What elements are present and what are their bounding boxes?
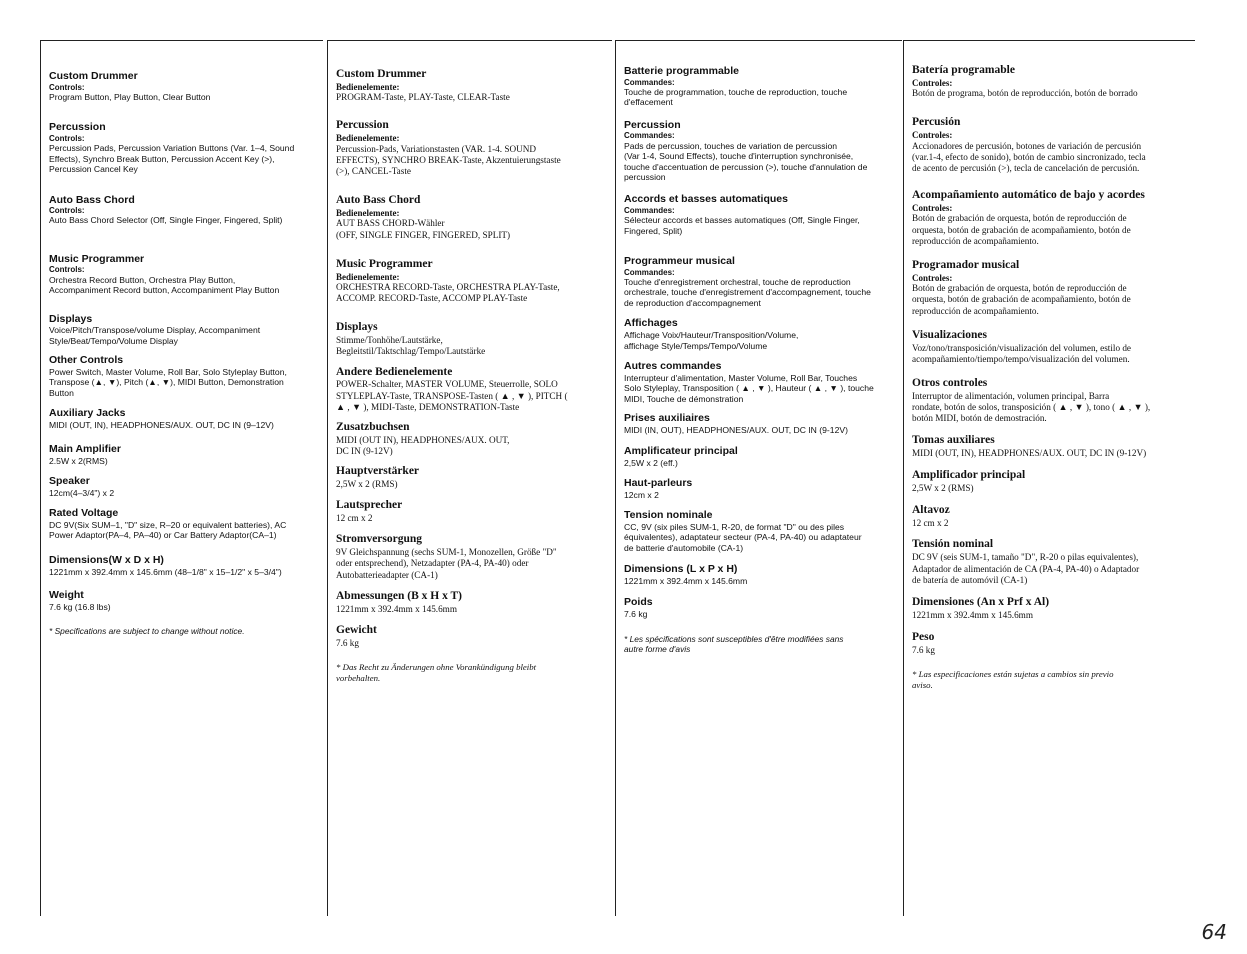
section-text: Program Button, Play Button, Clear Button [49,91,211,102]
spec-section [49,475,319,498]
section-text: Percussion-Pads, Variationstasten (VAR. 1-4. SOUND EFFECTS), SYNCHRO BREAK-Taste, Akzentuierungstaste (>), CANCEL-Taste [336,143,561,176]
section-text: 7.6 kg [624,609,648,620]
specifications-footnote: * Specifications are subject to change without notice. [49,626,245,637]
section-text: AUT BASS CHORD-Wähler (OFF, SINGLE FINGER, FINGERED, SPLIT) [336,218,511,240]
spec-section [336,465,608,490]
section-text: Percussion Pads, Percussion Variation Buttons (Var. 1–4, Sound Effects), Synchro Break Button, Percussion Accent Key (>), Percussion Cancel Key [49,143,295,175]
spec-column-spanish [903,40,1195,916]
section-text: Pads de percussion, touches de variation de percussion (Var 1-4, Sound Effects), touche d'interruption synchronisée, touche d'accentuation de percussion (>), touche d'annulation de percussion [624,140,868,182]
spec-section [624,119,898,183]
section-subheading: Controles: [912,77,953,88]
spec-section [336,421,608,457]
specifications-footnote: * Las especificaciones están sujetas a cambios sin previo aviso. [912,668,1114,690]
section-text: Accionadores de percusión, botones de variación de percusión (var.1-4, efecto de sonido), botón de cambio sincronizado, tecla de acento de percusión (>), tecla de cancelación de percusión. [912,140,1146,173]
spec-section [336,119,608,177]
section-text: Voz/tono/transposición/visualización del volumen, estilo de acompañamiento/tiempo/tempo/visualización del volumen. [912,342,1132,364]
spec-section [624,255,898,308]
section-text: 1221mm x 392.4mm x 145.6mm [624,575,748,586]
spec-column-german [327,40,612,916]
column-top-rule [903,40,1195,41]
section-heading: Batterie programmable [624,65,739,77]
section-heading: Programmeur musical [624,255,735,268]
section-text: ORCHESTRA RECORD-Taste, ORCHESTRA PLAY-Taste, ACCOMP. RECORD-Taste, ACCOMP PLAY-Taste [336,281,560,304]
specifications-footnote: * Das Recht zu Änderungen ohne Vorankündigung bleibt vorbehalten. [336,661,537,683]
section-subheading: Commandes: [624,267,675,277]
section-text: Auto Bass Chord Selector (Off, Single Finger, Fingered, Split) [49,215,283,226]
spec-section [336,499,608,524]
section-heading: Rated Voltage [49,507,119,520]
column-left-rule [40,40,41,916]
spec-section [912,189,1191,247]
section-heading: Peso [912,630,935,643]
section-text: 7.6 kg [912,644,935,655]
section-text: Botón de grabación de orquesta, botón de reproducción de orquesta, botón de grabación de acompañamiento, botón de reproducción de acompañamiento. [912,213,1131,246]
spec-section [912,116,1191,174]
column-content [624,65,898,655]
spec-section [912,469,1191,494]
section-heading: Percusión [912,116,961,129]
section-text: POWER-Schalter, MASTER VOLUME, Steuerrolle, SOLO STYLEPLAY-Taste, TRANSPOSE-Tasten ( ▲ , ▼ ), PITCH ( ▲ , ▼ ), MIDI-Taste, DEMONSTRATION-Taste [336,379,568,412]
section-heading: Custom Drummer [49,70,138,82]
section-heading: Tomas auxiliares [912,434,995,447]
section-heading: Dimensions (L x P x H) [624,563,738,576]
spec-section [912,377,1191,424]
section-subheading: Controls: [49,206,85,216]
spec-column-english [40,40,323,916]
section-text: 12 cm x 2 [336,513,373,524]
spec-section [624,193,898,236]
section-heading: Visualizaciones [912,328,987,341]
spec-section [912,504,1191,529]
section-heading: Poids [624,596,653,609]
section-text: 9V Gleichspannung (sechs SUM-1, Monozellen, Größe "D" oder entsprechend), Netzadapter (PA-4, PA-40) oder Autobatterieadapter (CA-1) [336,547,557,580]
column-content [912,64,1191,691]
section-text: Stimme/Tonhöhe/Lautstärke, Begleitstil/Taktschlag/Tempo/Lautstärke [336,335,486,357]
section-text: 12cm x 2 [624,489,659,500]
section-text: 2,5W x 2 (RMS) [336,479,398,490]
spec-section [912,329,1191,365]
spec-section [624,65,898,108]
specifications-footnote: * Les spécifications sont susceptibles d'être modifiées sans autre forme d'avis [624,633,844,654]
section-heading: Andere Bedienelemente [336,365,453,378]
section-subheading: Commandes: [624,206,675,216]
section-text: 1221mm x 392.4mm x 145.6mm [336,603,457,614]
section-subheading: Controles: [912,202,953,213]
section-text: MIDI (IN, OUT), HEADPHONES/AUX. OUT, DC IN (9-12V) [624,424,848,435]
section-text: Botón de programa, botón de reproducción, botón de borrado [912,88,1138,99]
section-heading: Other Controls [49,354,124,367]
spec-section [336,194,608,241]
section-text: 2,5W x 2 (eff.) [624,457,678,468]
section-heading: Amplificateur principal [624,445,738,458]
section-subheading: Commandes: [624,131,675,141]
section-heading: Affichages [624,317,678,330]
section-subheading: Controls: [49,82,85,92]
spec-section [912,64,1191,99]
spec-section [912,259,1191,317]
section-heading: Altavoz [912,504,950,517]
spec-section [336,258,608,305]
section-text: Orchestra Record Button, Orchestra Play Button, Accompaniment Record button, Accompaniment Play Button [49,274,280,296]
section-heading: Tension nominale [624,509,713,522]
section-heading: Auto Bass Chord [336,194,421,207]
section-heading: Otros controles [912,376,988,389]
section-subheading: Bedienelemente: [336,207,400,218]
section-heading: Hauptverstärker [336,465,420,478]
section-heading: Accords et basses automatiques [624,193,788,206]
section-text: Touche de programmation, touche de reproduction, touche d'effacement [624,86,848,108]
column-left-rule [327,40,328,916]
spec-section [624,509,898,553]
section-heading: Speaker [49,475,90,488]
section-text: DC 9V(Six SUM–1, "D" size, R–20 or equivalent batteries), AC Power Adaptor(PA–4, PA–40) or Car Battery Adaptor(CA–1) [49,519,287,541]
section-heading: Amplificador principal [912,469,1026,482]
section-heading: Auxiliary Jacks [49,407,126,420]
section-heading: Zusatzbuchsen [336,421,410,433]
section-text: 2.5W x 2(RMS) [49,455,108,466]
spec-section [912,596,1191,621]
section-heading: Lautsprecher [336,499,403,512]
section-heading: Displays [49,312,93,325]
section-subheading: Bedienelemente: [336,271,400,282]
spec-section [49,70,319,102]
section-heading: Displays [336,321,378,334]
section-text: 1221mm x 392.4mm x 145.6mm [912,609,1033,620]
section-text: Voice/Pitch/Transpose/volume Display, Accompaniment Style/Beat/Tempo/Volume Display [49,325,261,346]
section-subheading: Controls: [49,265,85,275]
section-subheading: Commandes: [624,77,675,87]
spec-section [624,445,898,468]
section-heading: Percussion [624,118,681,131]
spec-section [624,563,898,586]
section-heading: Dimensions(W x D x H) [49,553,164,566]
section-text: 12cm(4–3/4") x 2 [49,487,115,498]
spec-section [336,366,608,413]
section-heading: Tensión nominal [912,538,994,551]
section-text: Sélecteur accords et basses automatiques (Off, Single Finger, Fingered, Split) [624,215,860,236]
section-text: 7.6 kg [336,637,359,648]
section-heading: Abmessungen (B x H x T) [336,589,462,602]
section-text: Botón de grabación de orquesta, botón de reproducción de orquesta, botón de grabación de acompañamiento, botón de reproducción de acompañamiento. [912,283,1131,316]
section-heading: Haut-parleurs [624,477,693,490]
spec-section [624,317,898,351]
column-left-rule [615,40,616,916]
column-content [49,70,319,637]
section-text: 2,5W x 2 (RMS) [912,483,974,494]
spec-section [49,589,319,612]
spec-section [912,434,1191,459]
section-heading: Gewicht [336,623,377,636]
section-text: Interruptor de alimentación, volumen principal, Barra rondate, botón de solos, transposición ( ▲ , ▼ ), tono ( ▲ , ▼ ), botón MIDI, botón de demostración. [912,390,1151,424]
spec-section [49,121,319,174]
section-text: MIDI (OUT, IN), HEADPHONES/AUX. OUT, DC IN (9–12V) [49,419,274,430]
column-top-rule [615,40,902,41]
spec-section [49,554,319,577]
spec-section [624,412,898,435]
section-text: MIDI (OUT IN), HEADPHONES/AUX. OUT, DC IN (9-12V) [336,434,510,457]
spec-section [912,538,1191,585]
spec-column-french [615,40,902,916]
spec-section [49,194,319,226]
section-heading: Percussion [49,121,106,134]
section-text: Interrupteur d'alimentation, Master Volume, Roll Bar, Touches Solo Styleplay, Transposition ( ▲ , ▼ ), Hauteur ( ▲ , ▼ ), touche MIDI, Touche de démonstration [624,372,874,404]
section-text: Power Switch, Master Volume, Roll Bar, Solo Styleplay Button, Transpose (▲, ▼), Pitch (▲, ▼), MIDI Button, Demonstration Button [49,366,287,398]
section-subheading: Bedienelemente: [336,133,400,144]
section-text: MIDI (OUT, IN), HEADPHONES/AUX. OUT, DC IN (9-12V) [912,448,1147,459]
section-subheading: Bedienelemente: [336,81,400,92]
column-top-rule [40,40,323,41]
section-heading: Weight [49,589,84,601]
section-text: CC, 9V (six piles SUM-1, R-20, de format "D" ou des piles équivalentes), adaptateur secteur (PA-4, PA-40) ou adaptateur de batterie d'automobile (CA-1) [624,521,862,553]
section-heading: Batería programable [912,64,1015,76]
column-top-rule [327,40,612,41]
section-text: DC 9V (seis SUM-1, tamaño "D", R-20 o pilas equivalentes), Adaptador de alimentación de CA (PA-4, PA-40) o Adaptador de batería de automóvil (CA-1) [912,552,1140,585]
spec-section [49,507,319,541]
section-text: Affichage Voix/Hauteur/Transposition/Volume, affichage Style/Temps/Tempo/Volume [624,330,799,351]
section-subheading: Controles: [912,272,953,283]
spec-section [49,313,319,347]
section-heading: Prises auxiliaires [624,412,710,425]
section-heading: Autres commandes [624,360,722,373]
column-left-rule [903,40,904,916]
column-content [336,68,608,684]
spec-section [624,477,898,500]
section-text: 7.6 kg (16.8 lbs) [49,601,111,612]
section-heading: Custom Drummer [336,68,427,80]
section-heading: Auto Bass Chord [49,193,135,206]
spec-section [49,354,319,398]
section-heading: Dimensiones (An x Prf x Al) [912,595,1050,608]
section-heading: Stromversorgung [336,533,423,546]
section-heading: Programador musical [912,258,1020,271]
section-subheading: Controls: [49,133,85,143]
spec-section [336,533,608,580]
spec-section [49,253,319,296]
spec-section [336,321,608,357]
spec-section [624,360,898,404]
spec-section [336,68,608,103]
section-heading: Main Amplifier [49,443,121,456]
section-heading: Music Programmer [49,252,145,265]
section-subheading: Controles: [912,130,953,141]
section-heading: Percussion [336,119,389,132]
section-text: 1221mm x 392.4mm x 145.6mm (48–1/8" x 15–1/2" x 5–3/4") [49,566,282,577]
section-heading: Music Programmer [336,257,433,270]
spec-section [49,407,319,430]
spec-section [49,443,319,466]
page-number: 64 [1201,920,1227,944]
section-text: 12 cm x 2 [912,518,949,529]
section-text: Touche d'enregistrement orchestral, touche de reproduction orchestrale, touche d'enregistrement d'accompagnement, touche de reproduction d'accompagnement [624,277,871,308]
section-text: PROGRAM-Taste, PLAY-Taste, CLEAR-Taste [336,92,510,103]
spec-section [336,624,608,649]
section-heading: Acompañamiento automático de bajo y acordes [912,189,1145,202]
spec-section [336,590,608,615]
spec-section [624,596,898,619]
spec-section [912,631,1191,656]
